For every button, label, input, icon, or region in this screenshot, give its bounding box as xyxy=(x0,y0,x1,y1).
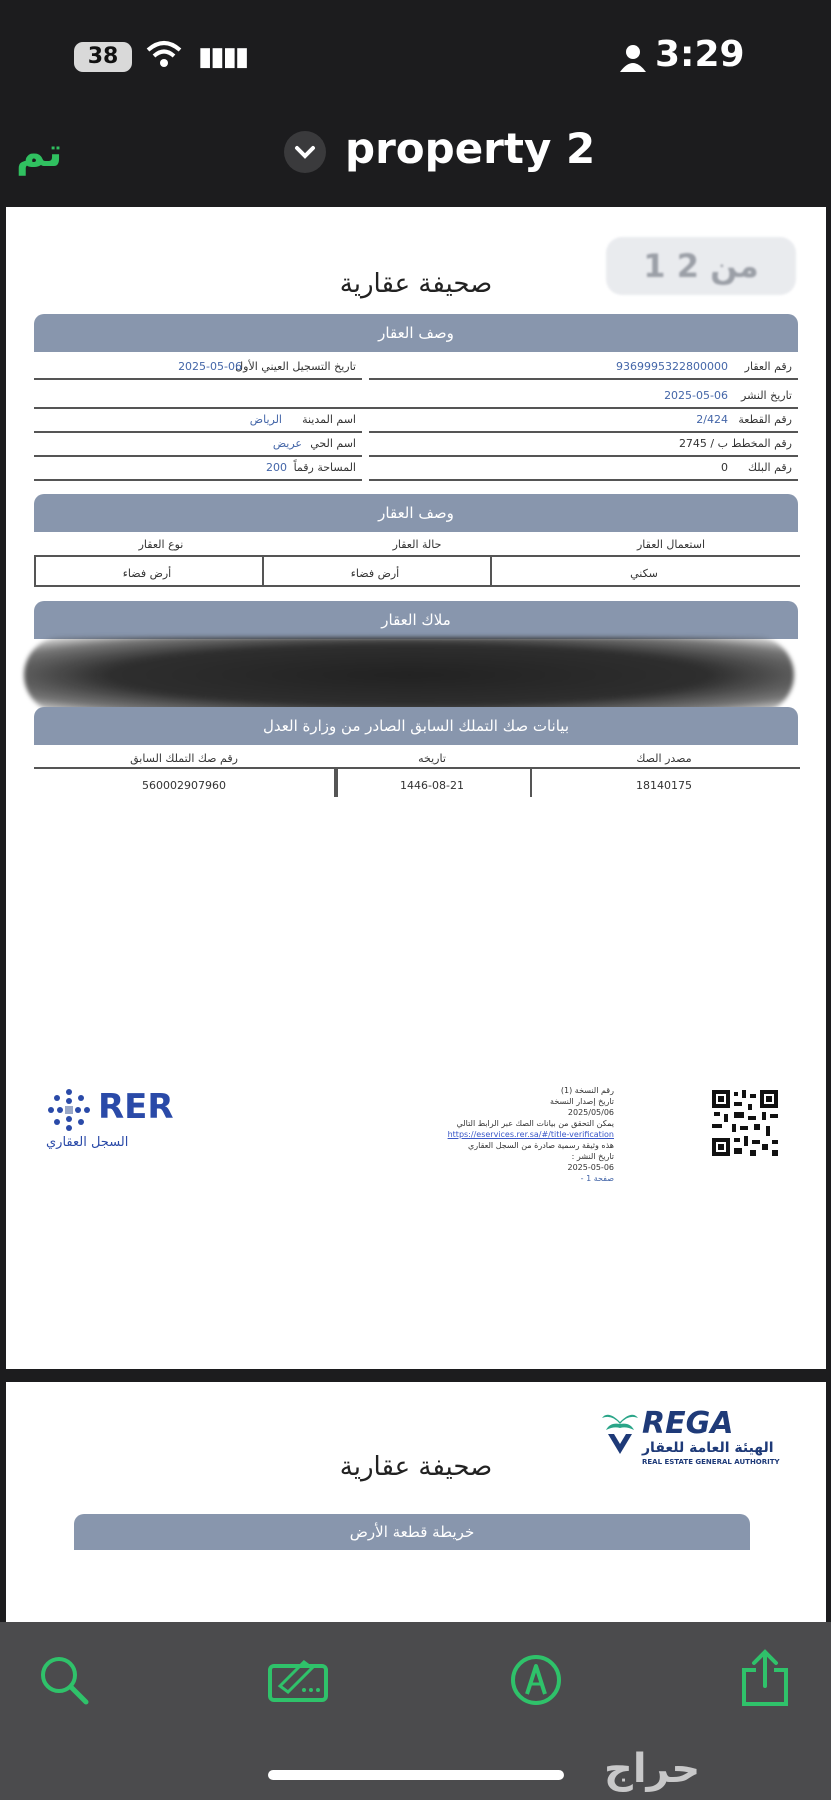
page-heading: صحيفة عقارية xyxy=(339,269,493,299)
markup-icon[interactable] xyxy=(510,1654,562,1706)
person-icon xyxy=(620,44,646,72)
section-land-map: خريطة قطعة الأرض xyxy=(74,1514,750,1550)
rer-emblem-icon xyxy=(46,1087,92,1133)
section-property-description-2: وصف العقار xyxy=(34,494,798,532)
share-icon[interactable] xyxy=(740,1648,790,1708)
section-owners: ملاك العقار xyxy=(34,601,798,639)
page-indicator: 1 من 2 xyxy=(606,237,796,295)
usage-row: سكني أرض فضاء أرض فضاء xyxy=(34,555,798,585)
page-2-heading: صحيفة عقارية xyxy=(339,1452,493,1482)
document-page-2 xyxy=(6,1382,826,1622)
title-menu-button[interactable] xyxy=(284,131,326,173)
status-bar xyxy=(0,0,831,110)
done-button[interactable]: تم xyxy=(16,130,63,176)
watermark: حراج xyxy=(604,1746,701,1792)
clock: 3:29 xyxy=(655,34,745,75)
qr-code xyxy=(712,1090,778,1156)
rer-logo: RER السجل العقاري xyxy=(46,1087,174,1150)
footer-info: رقم النسخة (1) تاريخ إصدار النسخة 2025/05/06 يمكن التحقق من بيانات الصك عبر الرابط التالي https://eservices.rer.sa/#/title-verification هذه وثيقة رسمية صادرة من السجل العقاري تاريخ النشر : 2025-05-06 صفحة 1 - xyxy=(447,1086,614,1183)
document-title: property 2 xyxy=(345,124,596,173)
cellular-icon: ▮▮▮▮ xyxy=(198,42,248,72)
wifi-icon xyxy=(146,40,182,68)
row-2: تاريخ النشر 2025-05-06 xyxy=(34,381,798,409)
section-property-description: وصف العقار xyxy=(34,314,798,352)
section-previous-deed: بيانات صك التملك السابق الصادر من وزارة العدل xyxy=(34,707,798,745)
signature-icon[interactable] xyxy=(268,1656,330,1704)
deed-row: 18140175 1446-08-21 560002907960 xyxy=(34,767,798,797)
search-icon[interactable] xyxy=(38,1654,90,1706)
battery-indicator: 38 xyxy=(74,42,132,72)
rega-logo: REGA الهيئة العامة للعقار REAL ESTATE GENERAL AUTHORITY xyxy=(600,1408,640,1460)
redacted-owners-table xyxy=(24,637,794,713)
row-4: رقم المخطط ب / 2745 اسم الحي عريض xyxy=(34,429,798,457)
document-page-1: 1 من 2 صحيفة عقارية وصف العقار رقم العقار 9369995322800000 تاريخ التسجيل العيني الأول 2025-05-06 تاريخ النشر 2025-05-06 رقم القطعة 2/424 اسم المدينة الرياض رقم المخطط ب / 2745 اسم الحي عريض رقم البلك 0 المساحة رقماً 200 وصف العقار استعمال العقار حالة العقار نوع العقار سكني أرض فضاء أرض فضاء ملاك العقار بيانات صك التملك السابق الصادر من وزارة العدل مصدر الصك تاريخه رقم صك التملك السابق 18140175 1446-08-21 560002907960 RER السجل العقاري رقم النسخة (1) تاريخ إصدار النسخة 2025/05/06 يمكن التحقق من بيانات الصك عبر الرابط التالي https://eservices.rer.sa/#/title-verification هذه وثيقة رسمية صادرة من السجل العقاري تاريخ النشر : 2025-05-06 صفحة 1 - xyxy=(6,207,826,1369)
home-indicator[interactable] xyxy=(268,1770,564,1780)
row-5: رقم البلك 0 المساحة رقماً 200 xyxy=(34,453,798,481)
verification-link[interactable]: https://eservices.rer.sa/#/title-verification xyxy=(447,1130,614,1139)
rega-palm-icon xyxy=(600,1408,640,1456)
row-3: رقم القطعة 2/424 اسم المدينة الرياض xyxy=(34,405,798,433)
chevron-down-icon xyxy=(284,131,326,173)
row-1: رقم العقار 9369995322800000 تاريخ التسجيل العيني الأول 2025-05-06 xyxy=(34,352,798,380)
